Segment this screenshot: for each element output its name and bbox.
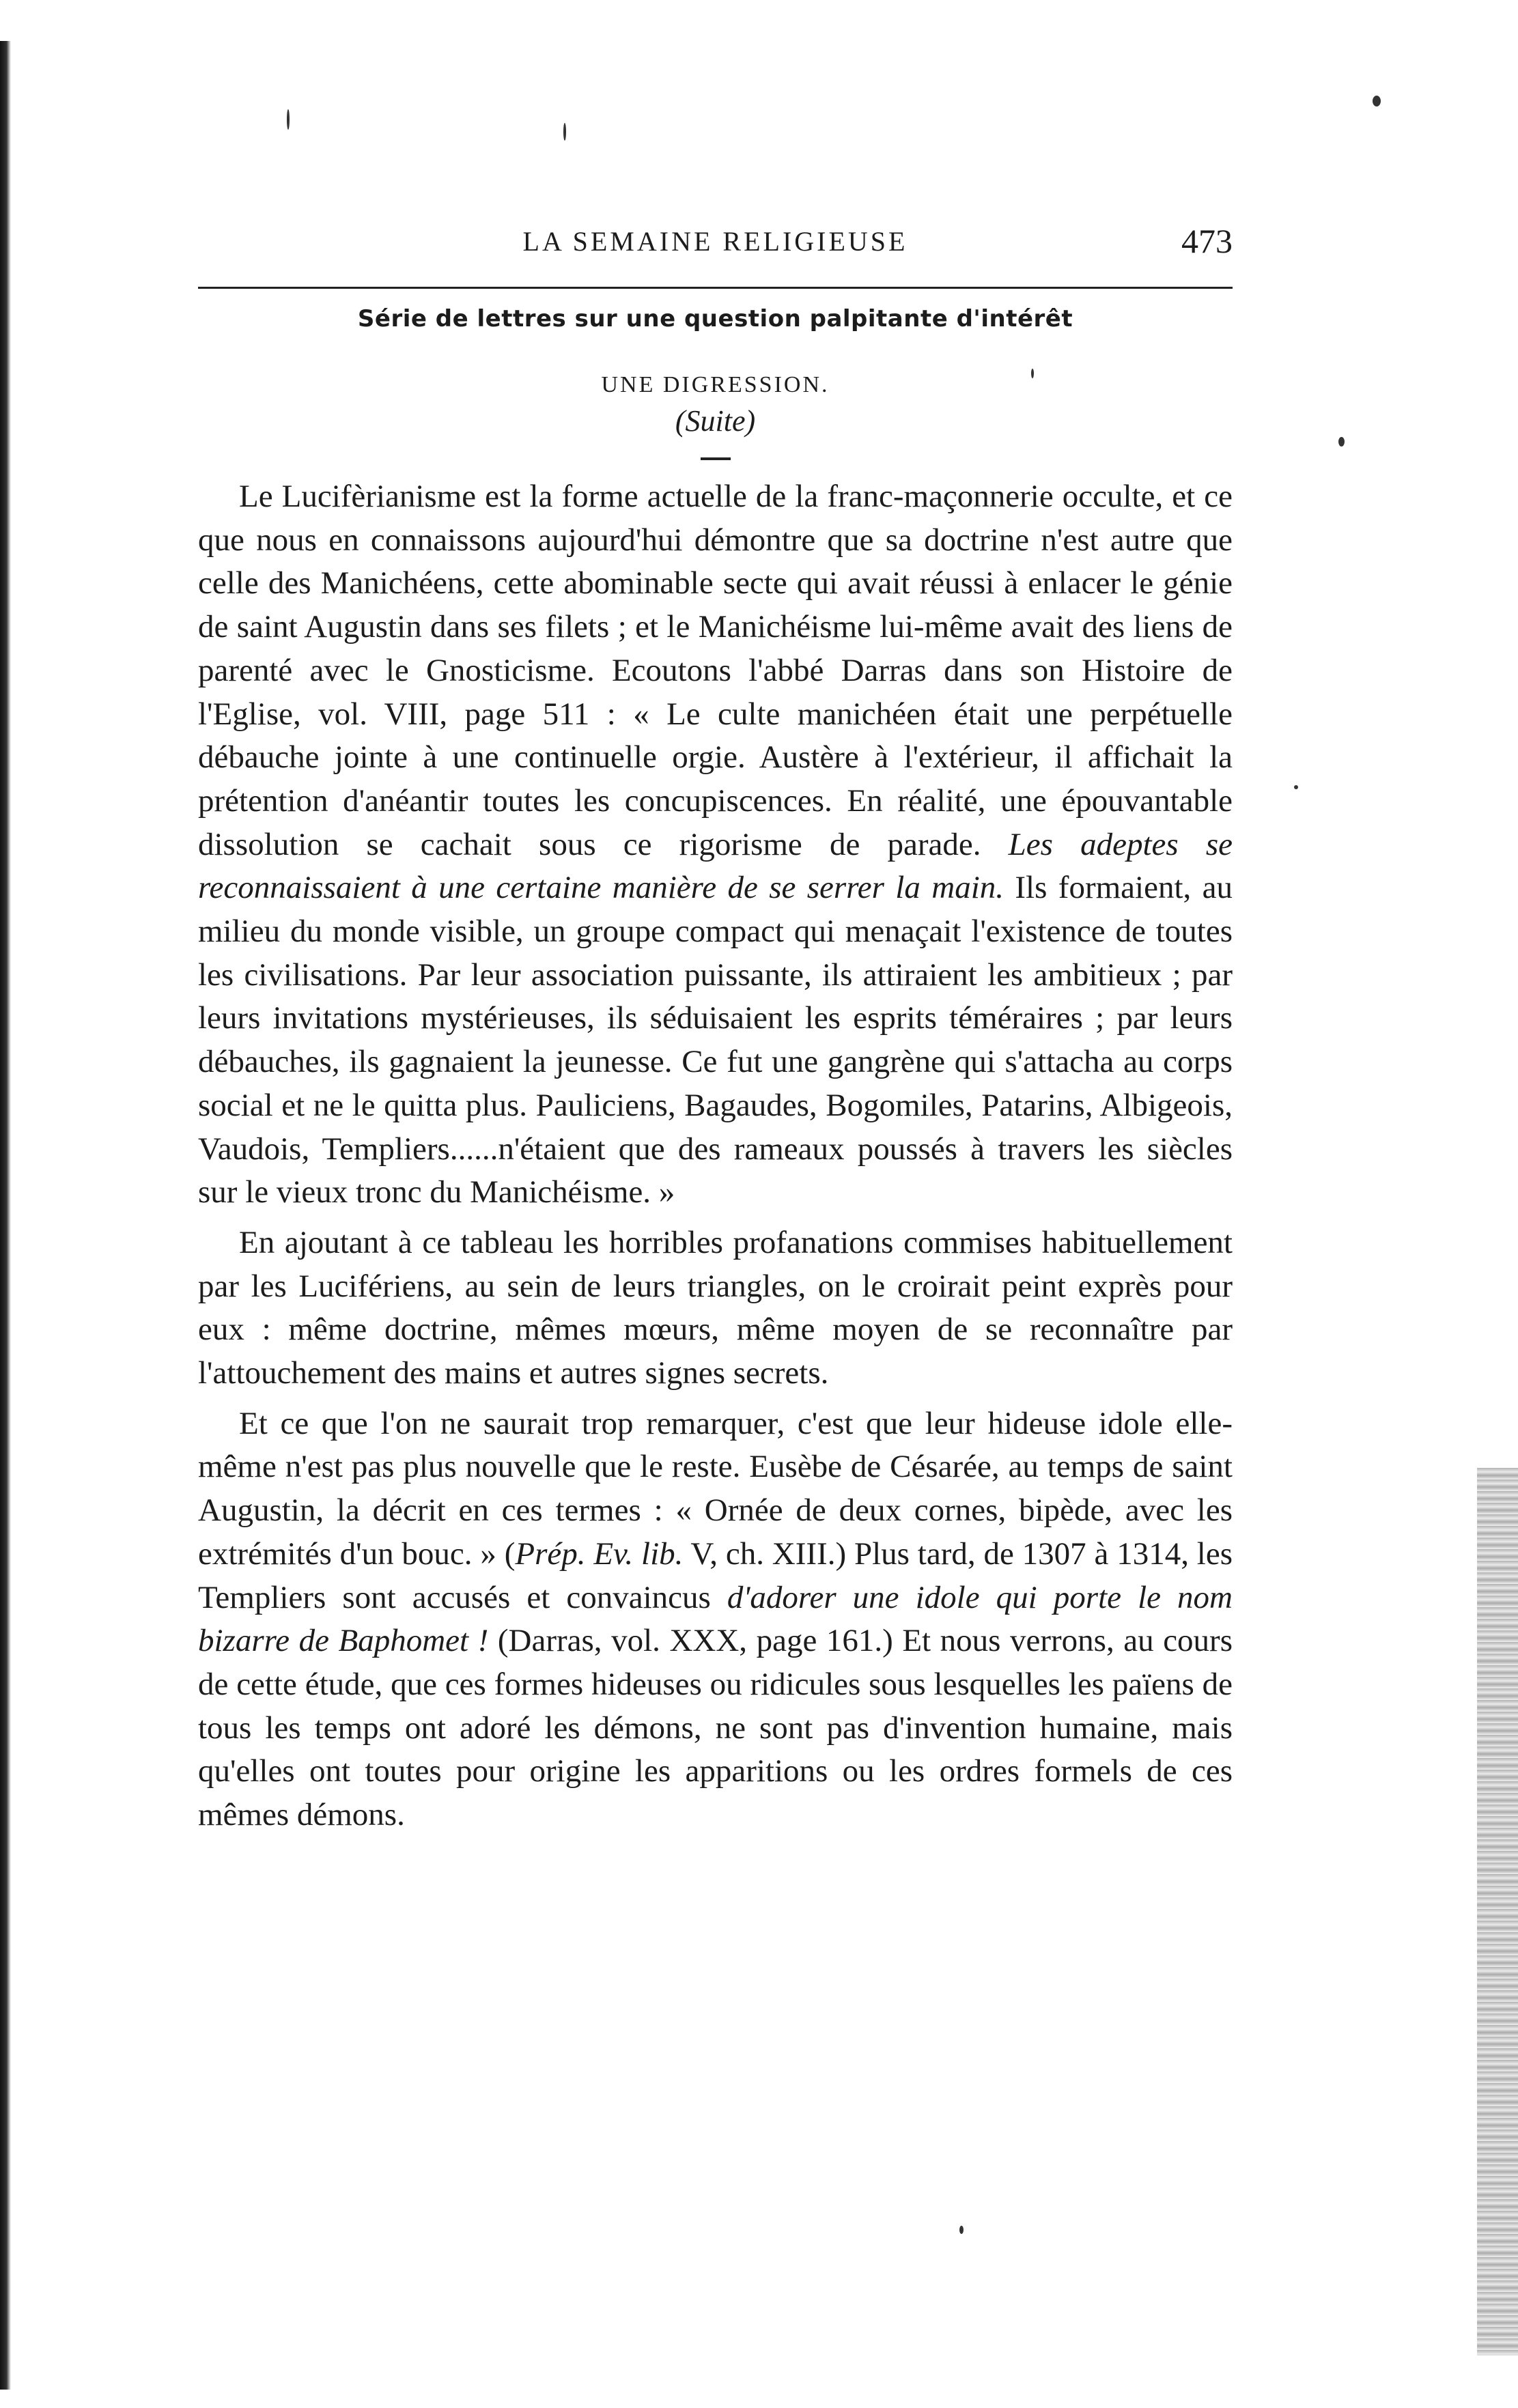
scan-binding-edge (0, 41, 11, 2390)
page-number: 473 (1181, 222, 1233, 260)
paragraph-text: V, ch. XIII.) Plus tard, de 1307 à 1314, les Templiers sont accusés et convaincus (198, 1535, 1233, 1615)
header-rule (198, 287, 1233, 289)
scan-speck (1338, 437, 1345, 447)
series-title: Série de lettres sur une question palpitante d'intérêt (357, 305, 1073, 332)
italic-quote: Les adeptes se reconnaissaient à une certaine manière de se serrer la main. (198, 826, 1233, 906)
italic-quote: d'adorer une idole qui porte le nom bizarre de Baphomet ! (198, 1579, 1233, 1659)
paragraph-text: Ils formaient, au milieu du monde visible, un groupe compact qui menaçait l'existence de toutes les civilisations. Par leur association puissante, ils attiraient les ambitieux ; par leurs invitations mystérieuses, ils séduisaient les esprits téméraires ; par leurs débauches, ils gagnaient la jeunesse. Ce fut une gangrène qui s'attacha au corps social et ne le quitta plus. Pauliciens, Bagaudes, Bogomiles, Patarins, Albigeois, Vaudois, Templiers......n'étaient que des rameaux poussés à travers les siècles sur le vieux tronc du Manichéisme. » (198, 870, 1233, 1210)
section-title: UNE DIGRESSION. (601, 372, 830, 397)
scan-speck (1373, 96, 1381, 107)
scan-page-edge (1477, 1468, 1518, 2355)
italic-citation: Prép. Ev. lib. (515, 1535, 684, 1572)
scan-speck (287, 109, 290, 130)
paragraph-2 (198, 1221, 1233, 1396)
running-head (198, 218, 1233, 266)
page (198, 218, 1233, 1837)
paragraph-text: Le Lucifèrianisme est la forme actuelle de la franc-maçonnerie occulte, et ce que nous en connaissons aujourd'hui démontre que sa doctrine n'est autre que celle des Manichéens, cette abominable secte qui avait réussi à enlacer le génie de saint Augustin dans ses filets ; et le Manichéisme lui-même avait des liens de parenté avec le Gnosticisme. Ecoutons l'abbé Darras dans son Histoire de l'Eglise, vol. VIII, page 511 : « Le culte manichéen était une perpétuelle débauche jointe à une continuelle orgie. Austère à l'extérieur, il affichait la prétention d'anéantir toutes les concupiscences. En réalité, une épouvantable dissolution se cachait sous ce rigorisme de parade. (198, 479, 1233, 862)
paragraph-text: Et ce que l'on ne saurait trop remarquer, c'est que leur hideuse idole elle-même n'est pas plus nouvelle que le reste. Eusèbe de Césarée, au temps de saint Augustin, la décrit en ces termes : « Ornée de deux cornes, bipède, avec les extrémités d'un bouc. » ( (198, 1405, 1233, 1572)
paragraph-1 (198, 475, 1233, 1215)
paragraph-text: (Darras, vol. XXX, page 161.) Et nous verrons, au cours de cette étude, que ces formes hideuses ou ridicules sous lesquelles les païens de tous les temps ont adoré les démons, ne sont pas d'invention humaine, mais qu'elles ont toutes pour origine les apparitions ou les ordres formels de ces mêmes démons. (198, 1623, 1233, 1833)
continued-label: (Suite) (675, 404, 756, 438)
scan-speck (1294, 785, 1298, 789)
scan-speck (959, 2226, 964, 2234)
ornament-dash (701, 457, 731, 460)
body-text (198, 475, 1233, 1837)
scan-speck (563, 123, 566, 141)
paragraph-3 (198, 1402, 1233, 1837)
running-title: LA SEMAINE RELIGIEUSE (522, 226, 908, 257)
paragraph-text: En ajoutant à ce tableau les horribles profanations commises habituellement par les Lucifériens, au sein de leurs triangles, on le croirait peint exprès pour eux : même doctrine, mêmes mœurs, même moyen de se reconnaître par l'attouchement des mains et autres signes secrets. (198, 1224, 1233, 1391)
